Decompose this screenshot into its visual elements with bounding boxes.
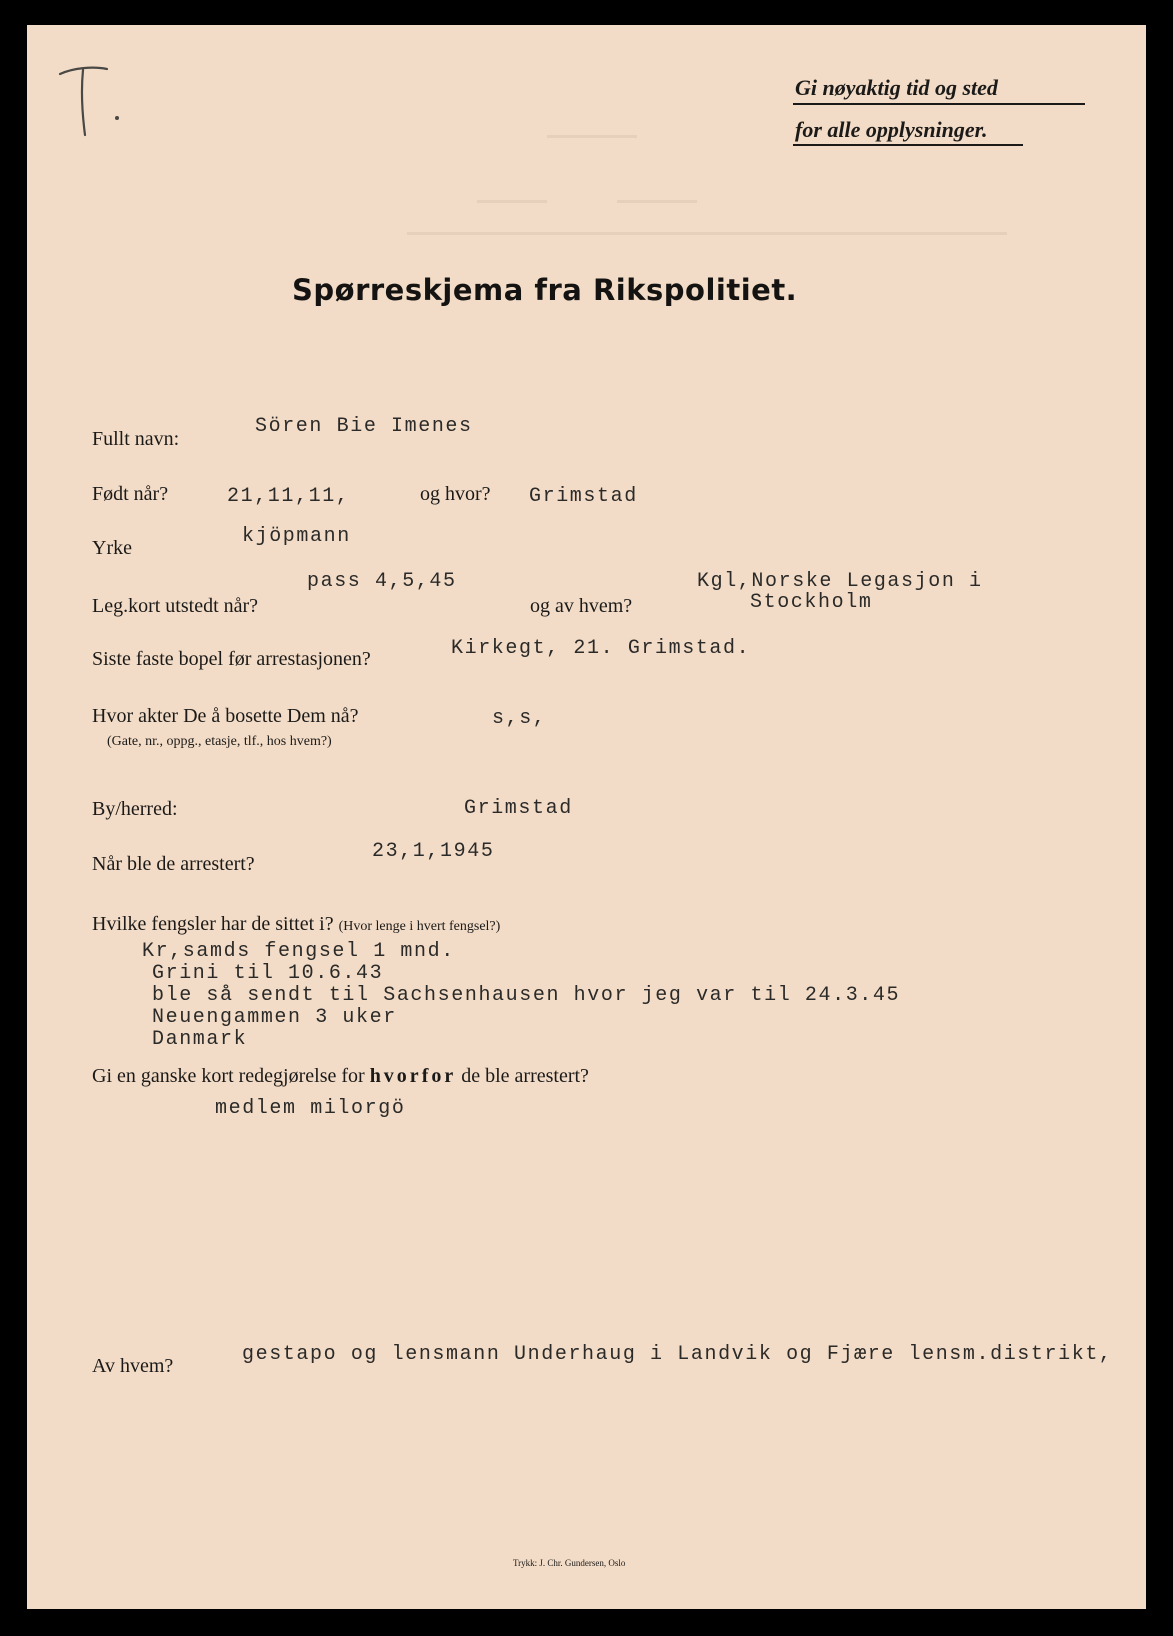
label-born-when: Født når? xyxy=(92,483,169,505)
hint-prisons: (Hvor lenge i hvert fengsel?) xyxy=(338,919,501,934)
label-last-residence: Siste faste bopel før arrestasjonen? xyxy=(92,648,371,670)
label-born-where: og hvor? xyxy=(420,483,491,505)
handwritten-t-mark xyxy=(55,60,125,140)
prison-line-4: Neuengammen 3 uker xyxy=(152,1006,397,1029)
value-born-where: Grimstad xyxy=(529,485,638,508)
bleed-through-mark xyxy=(477,200,547,203)
label-reason-post: de ble arrestert? xyxy=(456,1065,589,1087)
value-reason: medlem milorgö xyxy=(215,1097,406,1120)
value-id-card-by-1: Kgl,Norske Legasjon i xyxy=(697,570,983,593)
printer-footer: Trykk: J. Chr. Gundersen, Oslo xyxy=(513,1558,626,1568)
label-reason-pre: Gi en ganske kort redegjørelse for xyxy=(92,1065,370,1087)
label-reason xyxy=(92,1065,589,1088)
value-new-residence: s,s, xyxy=(492,707,547,730)
value-id-card-by-2: Stockholm xyxy=(750,591,873,614)
value-arrested-by: gestapo og lensmann Underhaug i Landvik og Fjære lensm.distrikt, xyxy=(242,1343,1113,1366)
instruction-underline-1 xyxy=(793,103,1085,105)
prison-line-2: Grini til 10.6.43 xyxy=(152,962,384,985)
label-prisons-text: Hvilke fengsler har de sittet i? xyxy=(92,913,334,935)
instruction-line-2: for alle opplysninger. xyxy=(795,117,988,142)
bleed-through-mark xyxy=(407,232,1007,235)
prison-line-5: Danmark xyxy=(152,1028,248,1051)
label-arrested-by: Av hvem? xyxy=(92,1355,174,1377)
bleed-through-mark xyxy=(617,200,697,203)
value-municipality: Grimstad xyxy=(464,797,573,820)
document-page xyxy=(27,25,1146,1609)
prison-line-3: ble så sendt til Sachsenhausen hvor jeg var til 24.3.45 xyxy=(152,984,901,1007)
value-id-card-when: pass 4,5,45 xyxy=(307,570,457,593)
value-born-when: 21,11,11, xyxy=(227,485,350,508)
label-id-card-when: Leg.kort utstedt når? xyxy=(92,595,259,617)
value-last-residence: Kirkegt, 21. Grimstad. xyxy=(451,637,751,660)
label-full-name: Fullt navn: xyxy=(92,428,180,450)
label-new-residence: Hvor akter De å bosette Dem nå? xyxy=(92,705,359,727)
label-reason-emphasis: hvorfor xyxy=(369,1065,457,1087)
hint-new-residence: (Gate, nr., oppg., etasje, tlf., hos hvem?) xyxy=(107,734,332,749)
value-full-name: Sören Bie Imenes xyxy=(255,415,473,438)
label-id-card-by: og av hvem? xyxy=(530,595,633,617)
instruction-line-1: Gi nøyaktig tid og sted xyxy=(795,75,998,100)
value-arrest-date: 23,1,1945 xyxy=(372,840,495,863)
label-arrest-date: Når ble de arrestert? xyxy=(92,853,255,875)
prison-line-1: Kr,samds fengsel 1 mnd. xyxy=(142,940,455,963)
bleed-through-mark xyxy=(547,135,637,138)
instruction-underline-2 xyxy=(793,144,1023,146)
label-prisons xyxy=(92,913,500,936)
label-municipality: By/herred: xyxy=(92,798,178,820)
value-occupation: kjöpmann xyxy=(242,525,351,548)
form-title: Spørreskjema fra Rikspolitiet. xyxy=(292,273,798,307)
label-occupation: Yrke xyxy=(92,537,132,559)
